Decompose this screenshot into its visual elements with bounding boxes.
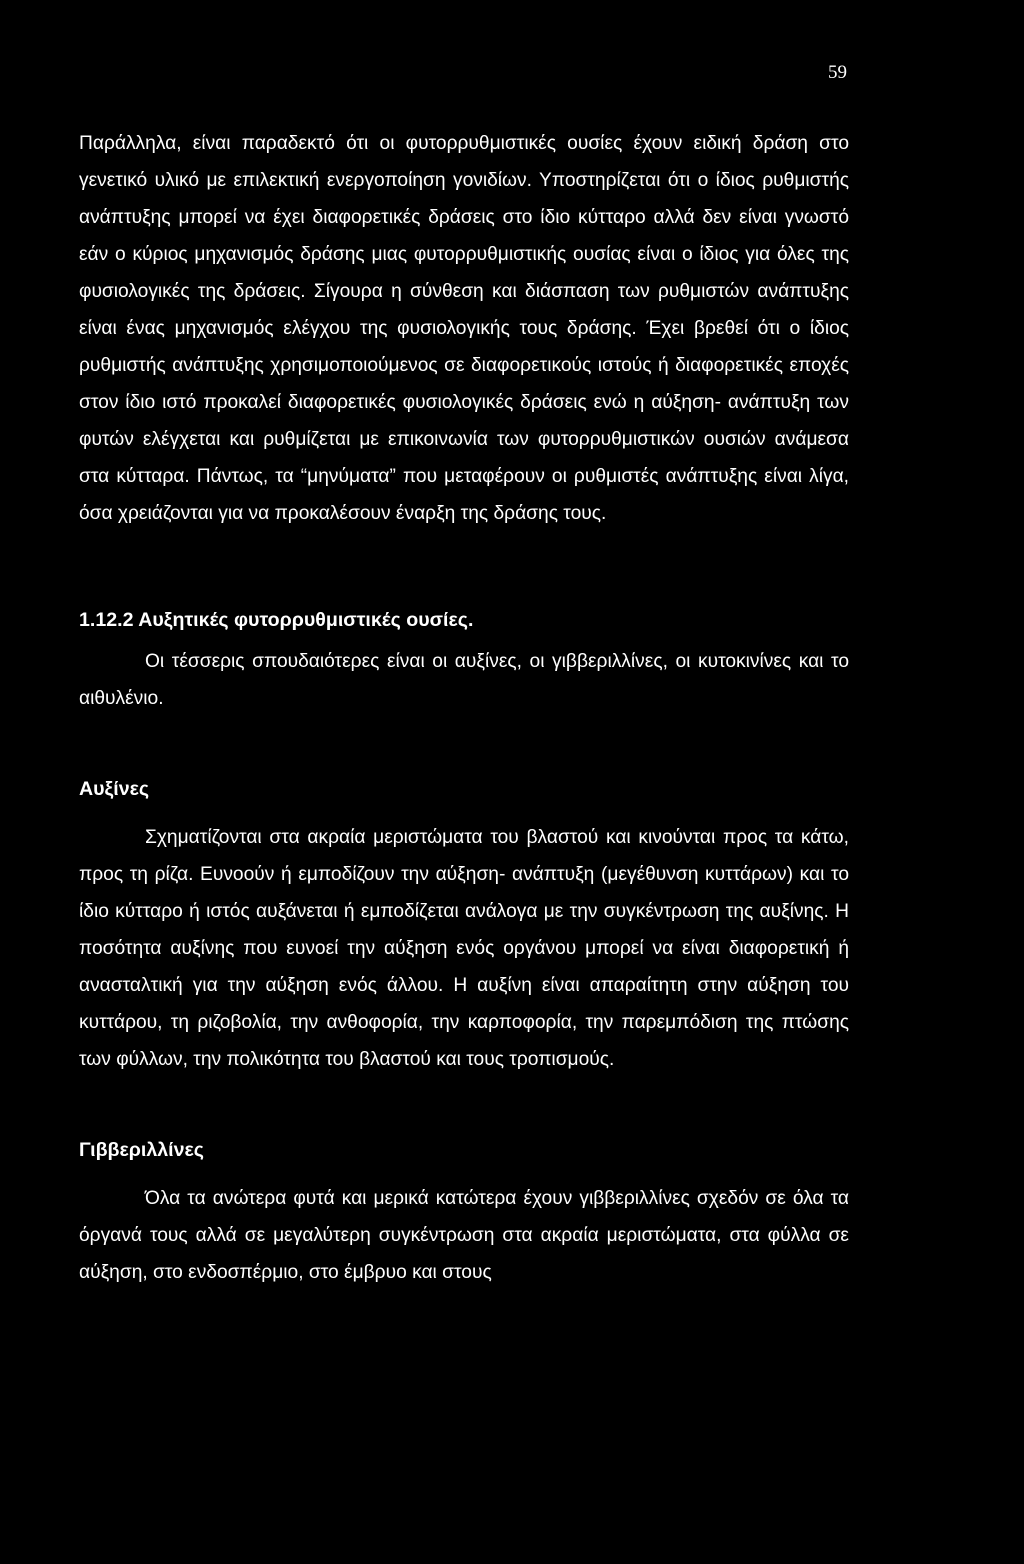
intro-paragraph: Παράλληλα, είναι παραδεκτό ότι οι φυτορρυθμιστικές ουσίες έχουν ειδική δράση στο γενετικό υλικό με επιλεκτική ενεργοποίηση γονιδίων. Υποστηρίζεται ότι ο ίδιος ρυθμιστής ανάπτυξης μπορεί να έχει διαφορετικές δράσεις στο ίδιο κύτταρο αλλά δεν είναι γνωστό εάν ο κύριος μηχανισμός δράσης μιας φυτορρυθμιστικής ουσίας είναι ο ίδιος για όλες της φυσιολογικές της δράσεις. Σίγουρα η σύνθεση και διάσπαση των ρυθμιστών ανάπτυξης είναι ένας μηχανισμός ελέγχου της φυσιολογικής τους δράσης. Έχει βρεθεί ότι ο ίδιος ρυθμιστής ανάπτυξης χρησιμοποιούμενος σε διαφορετικούς ιστούς ή διαφορετικές εποχές στον ίδιο ιστό προκαλεί διαφορετικές φυσιολογικές δράσεις ενώ η αύξηση- ανάπτυξη των φυτών ελέγχεται και ρυθμίζεται με επικοινωνία των φυτορρυθμιστικών ουσιών ανάμεσα στα κύτταρα. Πάντως, τα “μηνύματα” που μεταφέρουν οι ρυθμιστές ανάπτυξης είναι λίγα, όσα χρειάζονται για να προκαλέσουν έναρξη της δράσης τους.: [79, 133, 849, 524]
page-content: [79, 125, 849, 1291]
gibberellins-heading: Γιββεριλλίνες: [79, 1139, 204, 1161]
section-intro-paragraph: Οι τέσσερις σπουδαιότερες είναι οι αυξίνες, οι γιββεριλλίνες, οι κυτοκινίνες και το αιθυλένιο.: [79, 651, 849, 709]
auxins-paragraph: Σχηματίζονται στα ακραία μεριστώματα του βλαστού και κινούνται προς τα κάτω, προς τη ρίζα. Ευνοούν ή εμποδίζουν την αύξηση- ανάπτυξη (μεγέθυνση κυττάρων) και το ίδιο κύτταρο ή ιστός αυξάνεται ή εμποδίζεται ανάλογα με την συγκέντρωση της αυξίνης. Η ποσότητα αυξίνης που ευνοεί την αύξηση ενός οργάνου μπορεί να είναι διαφορετική ή ανασταλτική για την αύξηση ενός άλλου. Η αυξίνη είναι απαραίτητη στην αύξηση του κυττάρου, τη ριζοβολία, την ανθοφορία, την καρποφορία, την παρεμπόδιση της πτώσης των φύλλων, την πολικότητα του βλαστού και τους τροπισμούς.: [79, 827, 849, 1070]
auxins-heading: Αυξίνες: [79, 778, 150, 800]
page-number: 59: [828, 62, 847, 83]
section-heading: 1.12.2 Αυξητικές φυτορρυθμιστικές ουσίες.: [79, 609, 474, 631]
gibberellins-paragraph: Όλα τα ανώτερα φυτά και μερικά κατώτερα έχουν γιββεριλλίνες σχεδόν σε όλα τα όργανά τους αλλά σε μεγαλύτερη συγκέντρωση στα ακραία μεριστώματα, στα φύλλα σε αύξηση, στο ενδοσπέρμιο, στο έμβρυο και στους: [79, 1188, 849, 1283]
